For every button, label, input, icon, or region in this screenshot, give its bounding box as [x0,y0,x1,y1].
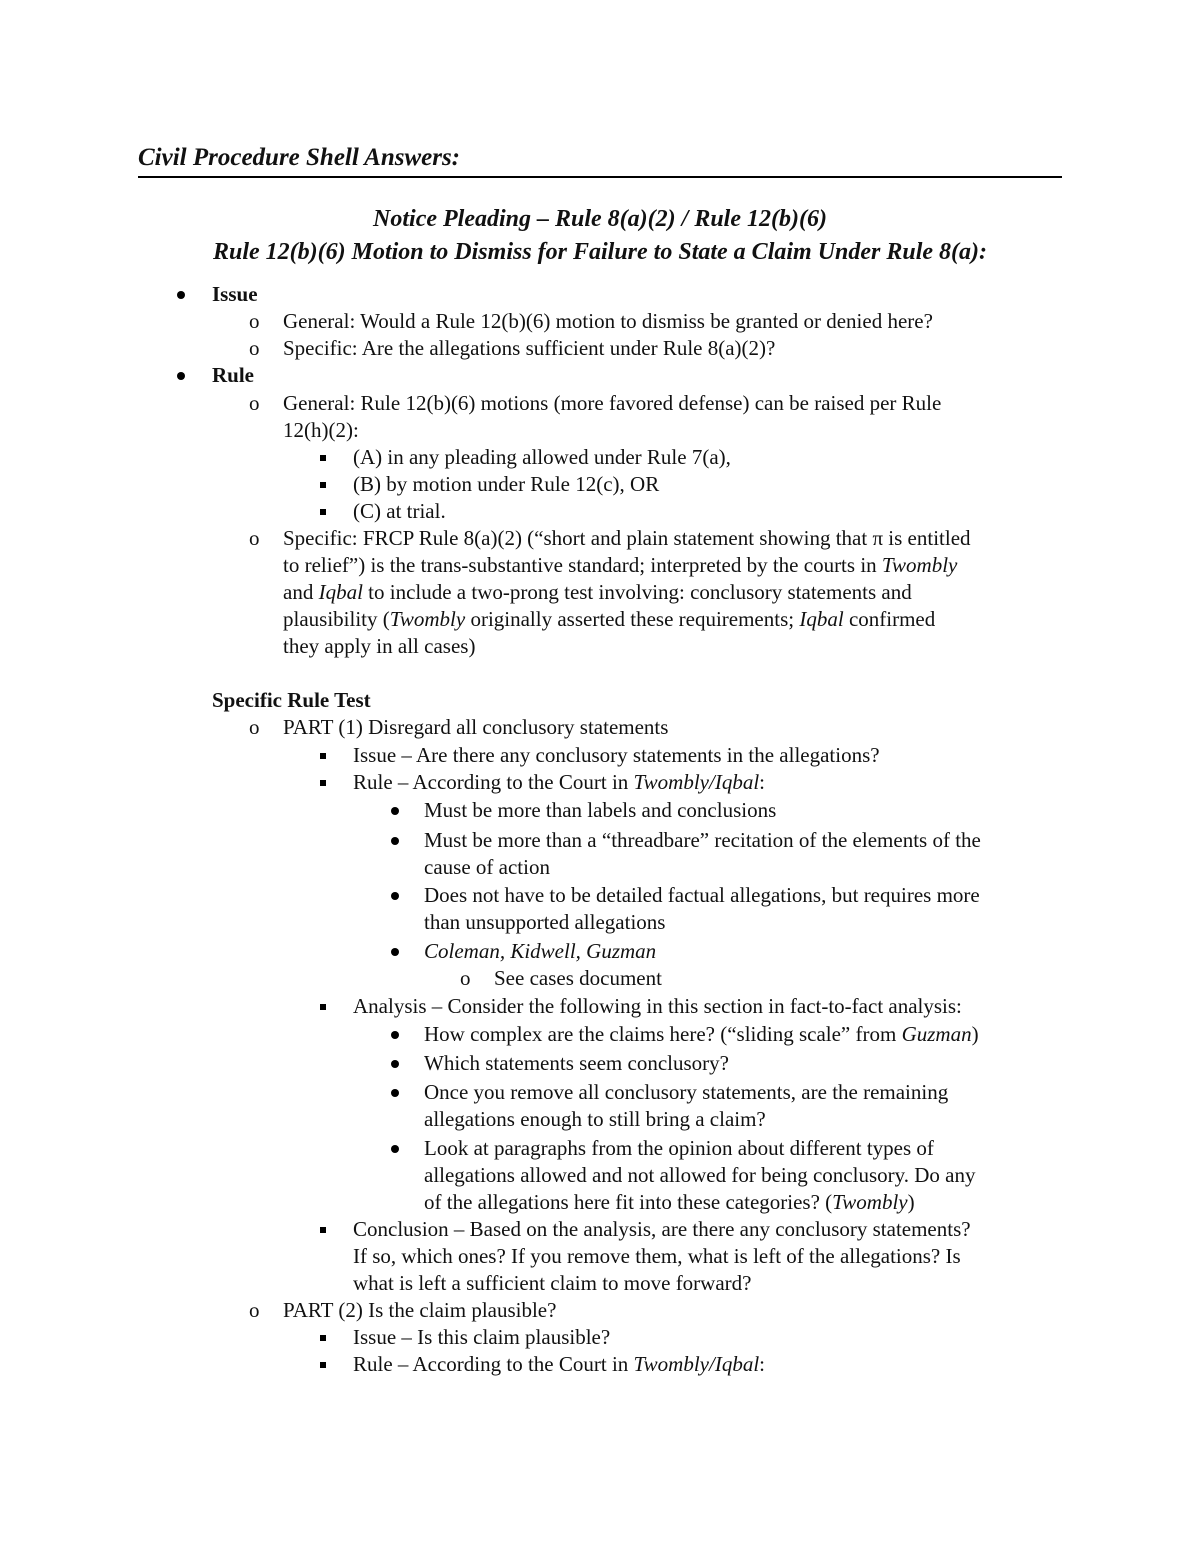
square-bullet-icon [320,1362,326,1368]
bullet-disc-icon [177,291,185,299]
issue-specific: Specific: Are the allegations sufficient under Rule 8(a)(2)? [283,336,776,360]
case-name: Iqbal [799,607,844,631]
square-bullet-icon [320,780,326,786]
bullet-disc-icon [391,807,399,815]
square-bullet-icon [320,1004,326,1010]
section-heading-2: Rule 12(b)(6) Motion to Dismiss for Failure to State a Claim Under Rule 8(a): [212,239,988,265]
issue-general: General: Would a Rule 12(b)(6) motion to dismiss be granted or denied here? [283,309,933,333]
rule-item-2-line2: cause of action [424,855,550,879]
case-name: Twombly [389,607,466,631]
bullet-disc-icon [391,948,399,956]
analysis-item-4-line3: of the allegations here fit into these categories? (Twombly) [424,1190,915,1214]
analysis-item-3-line2: allegations enough to still bring a claim? [424,1107,766,1131]
rule-option-b: (B) by motion under Rule 12(c), OR [353,472,660,496]
rule-specific-line1: Specific: FRCP Rule 8(a)(2) (“short and plain statement showing that π is entitled [283,526,971,550]
rule-option-c: (C) at trial. [353,499,446,523]
analysis-item-1: How complex are the claims here? (“sliding scale” from Guzman) [424,1022,979,1046]
rule-general-line2: 12(h)(2): [283,418,359,442]
square-bullet-icon [320,753,326,759]
case-name: Twombly/Iqbal [633,1352,760,1376]
part1-rule: Rule – According to the Court in Twombly/Iqbal: [353,770,766,794]
analysis-item-3-line1: Once you remove all conclusory statements, are the remaining [424,1080,949,1104]
rule-label: Rule [212,363,254,387]
circle-bullet-icon: o [249,391,260,415]
rule-specific-line4: plausibility (Twombly originally asserted these requirements; Iqbal confirmed [283,607,936,631]
part1-analysis: Analysis – Consider the following in this section in fact-to-fact analysis: [353,994,962,1018]
rule-item-4: Coleman, Kidwell, Guzman [424,939,657,963]
section-heading-1: Notice Pleading – Rule 8(a)(2) / Rule 12(b)(6) [373,206,827,232]
circle-bullet-icon: o [249,526,260,550]
square-bullet-icon [320,1227,326,1233]
square-bullet-icon [320,482,326,488]
rule-specific-line5: they apply in all cases) [283,634,476,658]
rule-item-3-line1: Does not have to be detailed factual allegations, but requires more [424,883,980,907]
rule-specific-line3: and Iqbal to include a two-prong test involving: conclusory statements and [283,580,912,604]
rule-item-3-line2: than unsupported allegations [424,910,666,934]
case-name: Iqbal [318,580,363,604]
circle-bullet-icon: o [249,715,260,739]
rule-option-a: (A) in any pleading allowed under Rule 7(a), [353,445,731,469]
square-bullet-icon [320,509,326,515]
document-title: Civil Procedure Shell Answers: [138,143,1062,178]
part1-conclusion-line1: Conclusion – Based on the analysis, are there any conclusory statements? [353,1217,971,1241]
analysis-item-4-line1: Look at paragraphs from the opinion about different types of [424,1136,934,1160]
bullet-disc-icon [391,1145,399,1153]
bullet-disc-icon [391,892,399,900]
bullet-disc-icon [177,372,185,380]
part1-conclusion-line2: If so, which ones? If you remove them, what is left of the allegations? Is [353,1244,961,1268]
bullet-disc-icon [391,837,399,845]
circle-bullet-icon: o [249,1298,260,1322]
rule-specific-line2: to relief”) is the trans-substantive standard; interpreted by the courts in Twombly [283,553,958,577]
part1-conclusion-line3: what is left a sufficient claim to move forward? [353,1271,752,1295]
circle-bullet-icon: o [460,966,471,990]
case-name: Guzman [901,1022,972,1046]
case-name: Twombly [881,553,958,577]
issue-label: Issue [212,282,258,306]
part2-issue: Issue – Is this claim plausible? [353,1325,611,1349]
analysis-item-2: Which statements seem conclusory? [424,1051,729,1075]
case-name: Twombly [832,1190,908,1214]
specific-rule-test-label: Specific Rule Test [212,688,371,712]
square-bullet-icon [320,1335,326,1341]
analysis-item-4-line2: allegations allowed and not allowed for being conclusory. Do any [424,1163,976,1187]
bullet-disc-icon [391,1031,399,1039]
rule-general-line1: General: Rule 12(b)(6) motions (more favored defense) can be raised per Rule [283,391,942,415]
circle-bullet-icon: o [249,309,260,333]
part1-title: PART (1) Disregard all conclusory statements [283,715,669,739]
square-bullet-icon [320,455,326,461]
circle-bullet-icon: o [249,336,260,360]
case-name: Twombly/Iqbal [633,770,760,794]
bullet-disc-icon [391,1089,399,1097]
rule-item-1: Must be more than labels and conclusions [424,798,777,822]
part2-title: PART (2) Is the claim plausible? [283,1298,557,1322]
rule-item-2-line1: Must be more than a “threadbare” recitation of the elements of the [424,828,981,852]
rule-item-4-sub: See cases document [494,966,662,990]
part1-issue: Issue – Are there any conclusory statements in the allegations? [353,743,880,767]
part2-rule: Rule – According to the Court in Twombly/Iqbal: [353,1352,766,1376]
bullet-disc-icon [391,1060,399,1068]
